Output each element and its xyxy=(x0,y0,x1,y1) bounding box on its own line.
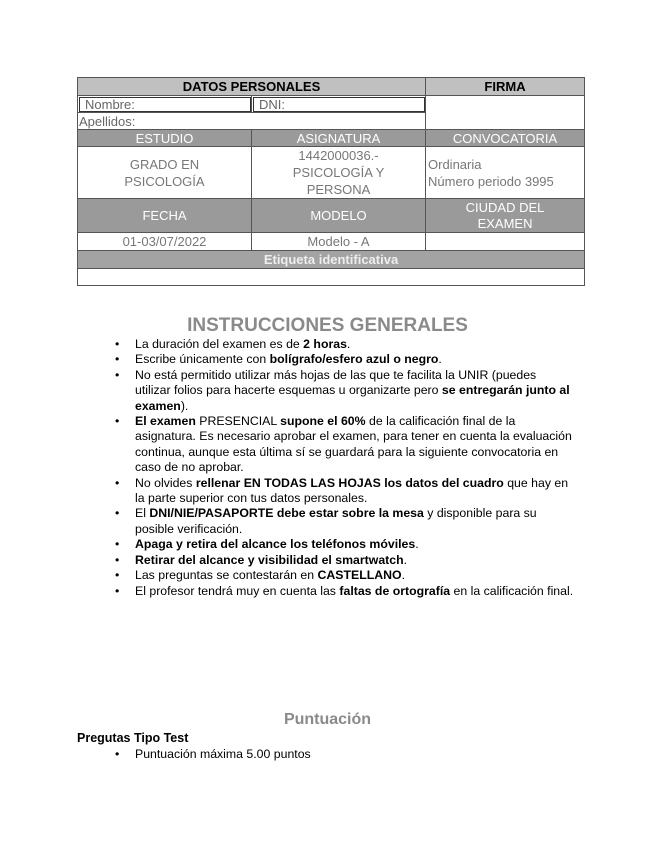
text: que hay en la parte superior con tus datos personales. xyxy=(135,475,569,506)
list-item xyxy=(115,506,575,537)
ciudad-header-line: EXAMEN xyxy=(477,215,533,231)
ciudad-header xyxy=(426,199,585,233)
text: ). xyxy=(180,398,189,413)
bold-text: se entregarán junto al examen xyxy=(135,383,570,413)
text: PRESENCIAL xyxy=(195,414,281,429)
modelo-value: Modelo - A xyxy=(252,233,426,251)
text: La duración del examen es de xyxy=(135,337,304,351)
text: No está permitido utilizar más hojas de las que te facilita la UNIR (puedes utilizar folios para hacerte esquemas u organizarte pero xyxy=(135,367,537,398)
firma-box[interactable] xyxy=(426,96,585,130)
list-item xyxy=(115,368,575,414)
list-item: • Puntuación máxima 5.00 puntos xyxy=(115,747,575,762)
text: El xyxy=(135,506,150,521)
text: No olvides xyxy=(135,475,196,490)
estudio-line: PSICOLOGÍA xyxy=(124,173,205,189)
text: de la calificación final de la asignatura. Es necesario aprobar el examen, para tener en cuenta la evaluación continua, aunque esta última sí se guardará para la siguiente convocatoria en caso de no aprobar. xyxy=(135,414,572,475)
text: en la calificación final. xyxy=(450,583,574,598)
asignatura-line: 1442000036.- xyxy=(298,148,379,163)
fecha-value: 01-03/07/2022 xyxy=(78,233,252,251)
text: Las preguntas se contestarán en xyxy=(135,568,318,583)
list-item xyxy=(115,476,575,507)
ciudad-header-line: CIUDAD DEL xyxy=(465,199,545,215)
text: El profesor tendrá muy en cuenta las xyxy=(135,583,340,598)
estudio-value xyxy=(78,147,252,199)
convocatoria-line: Ordinaria xyxy=(428,156,482,172)
exam-header-table xyxy=(77,77,585,286)
nombre-field[interactable]: Nombre: xyxy=(78,96,252,113)
bold-text: DNI/NIE/PASAPORTE debe estar sobre la mesa xyxy=(149,506,424,521)
asignatura-line: PSICOLOGÍA Y xyxy=(292,165,385,180)
bold-text: rellenar EN TODAS LAS HOJAS los datos del cuadro xyxy=(195,475,504,490)
bold-text: faltas de ortografía xyxy=(339,583,451,598)
test-questions-heading: Pregutas Tipo Test xyxy=(77,731,189,745)
bold-text: bolígrafo/esfero azul o negro xyxy=(269,352,439,367)
convocatoria-header: CONVOCATORIA xyxy=(426,130,585,147)
text: . xyxy=(438,352,442,367)
list-item xyxy=(115,537,575,552)
list-item xyxy=(115,337,575,352)
text: Escribe únicamente con xyxy=(135,352,270,367)
firma-header: FIRMA xyxy=(426,78,585,96)
list-item xyxy=(115,352,575,367)
datos-personales-header: DATOS PERSONALES xyxy=(78,78,426,96)
list-item xyxy=(115,414,575,476)
bold-text: 2 horas xyxy=(303,337,347,351)
puntuacion-list xyxy=(115,747,575,762)
instructions-list xyxy=(115,337,575,599)
bold-text: CASTELLANO xyxy=(317,568,402,583)
asignatura-line: PERSONA xyxy=(306,182,371,197)
text: y disponible para su posible verificación. xyxy=(135,506,537,536)
modelo-header: MODELO xyxy=(252,199,426,233)
etiqueta-box xyxy=(78,269,585,286)
etiqueta-header: Etiqueta identificativa xyxy=(78,251,585,269)
bold-text: Retirar del alcance y visibilidad el smartwatch xyxy=(135,552,404,567)
convocatoria-value xyxy=(426,147,585,199)
text: . xyxy=(346,337,351,351)
instructions-title: INSTRUCCIONES GENERALES xyxy=(187,315,468,336)
list-item xyxy=(115,584,575,599)
asignatura-value xyxy=(252,147,426,199)
bold-text: Apaga y retira del alcance los teléfonos móviles xyxy=(135,537,416,552)
bold-text: supone el 60% xyxy=(280,414,366,429)
text: . xyxy=(403,552,408,567)
bold-text: El examen xyxy=(135,414,196,429)
dni-field[interactable]: DNI: xyxy=(252,96,426,113)
fecha-header: FECHA xyxy=(78,199,252,233)
asignatura-header: ASIGNATURA xyxy=(252,130,426,147)
puntuacion-title: Puntuación xyxy=(283,711,372,728)
text: . xyxy=(415,537,419,552)
text: . xyxy=(401,568,405,583)
convocatoria-line: Número periodo 3995 xyxy=(428,173,554,189)
estudio-line: GRADO EN xyxy=(129,156,200,172)
estudio-header: ESTUDIO xyxy=(78,130,252,147)
ciudad-value[interactable] xyxy=(426,233,585,251)
list-item xyxy=(115,568,575,583)
list-item xyxy=(115,553,575,568)
apellidos-field[interactable]: Apellidos: xyxy=(78,113,426,130)
